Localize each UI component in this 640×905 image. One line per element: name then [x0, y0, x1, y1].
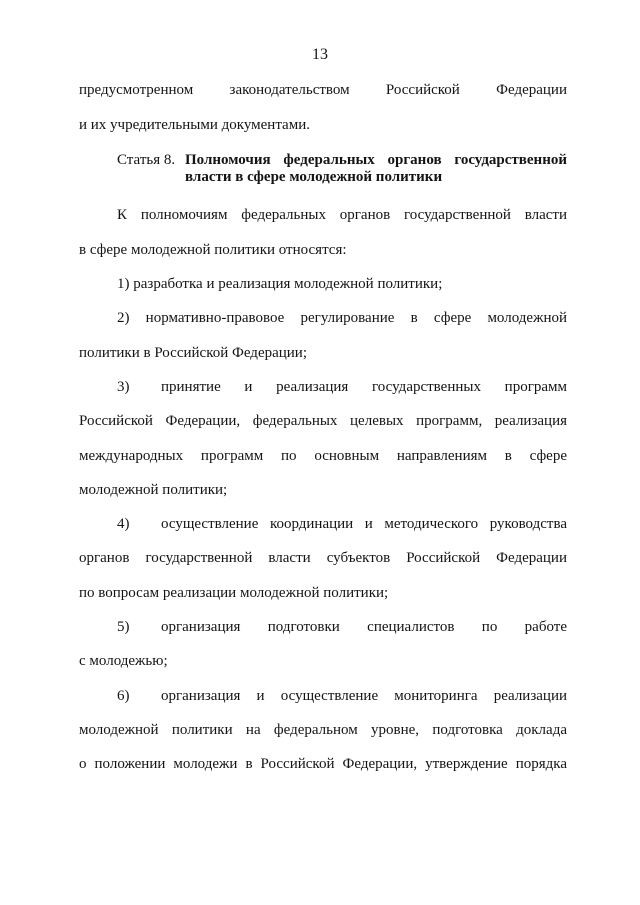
list-item-text: организация подготовки специалистов по работе	[161, 619, 567, 635]
text-line: молодежной политики;	[79, 482, 228, 498]
list-item-number: 3)	[117, 379, 130, 395]
list-item-number: 5)	[117, 619, 130, 635]
list-item-number: 4)	[117, 516, 130, 532]
list-item-text: принятие и реализация государственных программ	[161, 379, 567, 395]
article-title-line: Полномочия федеральных органов государственной	[185, 152, 567, 168]
list-item: 1) разработка и реализация молодежной политики;	[117, 276, 443, 292]
article-label: Статья 8.	[117, 152, 176, 168]
text-line: органов государственной власти субъектов Российской Федерации	[79, 550, 567, 566]
article-title-line: власти в сфере молодежной политики	[185, 169, 443, 185]
text-line: по вопросам реализации молодежной политики;	[79, 585, 389, 601]
text-line: с молодежью;	[79, 653, 168, 669]
list-item: 2) нормативно-правовое регулирование в сфере молодежной	[117, 310, 567, 326]
text-line: предусмотренном законодательством Российской Федерации	[79, 82, 567, 98]
text-line: и их учредительными документами.	[79, 117, 310, 133]
list-item-number: 6)	[117, 688, 130, 704]
page-number: 13	[312, 46, 328, 63]
text-line: о положении молодежи в Российской Федерации, утверждение порядка	[79, 756, 567, 772]
text-line: молодежной политики на федеральном уровне, подготовка доклада	[79, 722, 567, 738]
text-line: политики в Российской Федерации;	[79, 345, 308, 361]
text-line: Российской Федерации, федеральных целевых программ, реализация	[79, 413, 567, 429]
text-line: в сфере молодежной политики относятся:	[79, 242, 347, 258]
list-item-text: организация и осуществление мониторинга реализации	[161, 688, 567, 704]
text-line: К полномочиям федеральных органов государственной власти	[117, 207, 567, 223]
text-line: международных программ по основным направлениям в сфере	[79, 448, 567, 464]
list-item-text: осуществление координации и методического руководства	[161, 516, 567, 532]
